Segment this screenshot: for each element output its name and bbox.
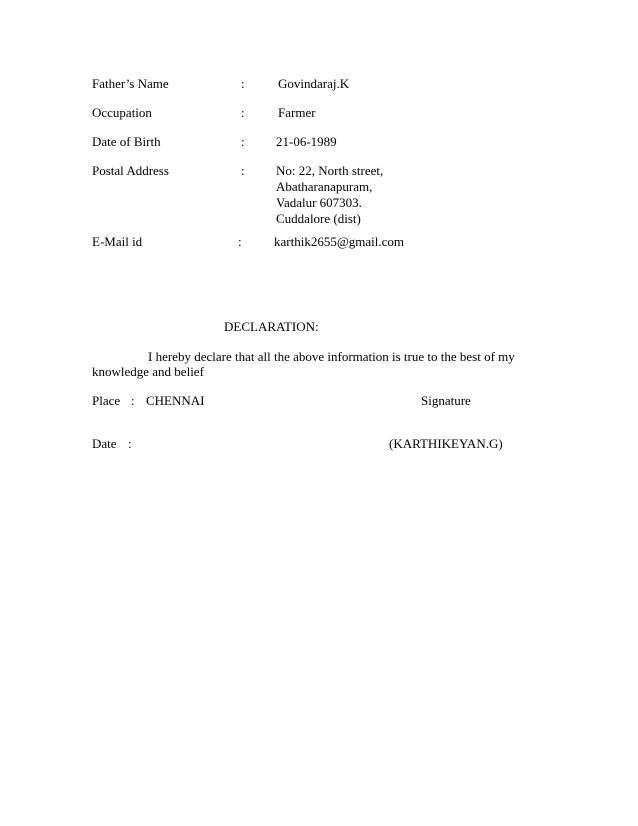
postal-address-line: No: 22, North street, <box>276 163 384 178</box>
place-label: Place <box>92 393 121 408</box>
signatory-name: (KARTHIKEYAN.G) <box>389 436 503 451</box>
postal-address-line: Cuddalore (dist) <box>276 211 361 226</box>
declaration-heading: DECLARATION: <box>224 319 319 334</box>
date-separator: : <box>128 436 132 451</box>
postal-address-separator: : <box>241 163 245 178</box>
email-separator: : <box>238 234 242 249</box>
postal-address-line: Vadalur 607303. <box>276 195 362 210</box>
place-value: CHENNAI <box>146 393 205 408</box>
dob-label: Date of Birth <box>92 134 161 149</box>
fathers-name-separator: : <box>241 76 245 91</box>
postal-address-value <box>276 163 383 227</box>
fathers-name-value: Govindaraj.K <box>278 76 350 91</box>
occupation-label: Occupation <box>92 105 152 120</box>
occupation-value: Farmer <box>278 105 316 120</box>
signature-label: Signature <box>421 393 471 408</box>
email-value: karthik2655@gmail.com <box>274 234 405 249</box>
declaration-text-line1: I hereby declare that all the above information is true to the best of my <box>148 349 515 364</box>
dob-separator: : <box>241 134 245 149</box>
place-separator: : <box>131 393 135 408</box>
declaration-text-line2: knowledge and belief <box>92 364 204 379</box>
postal-address-label: Postal Address <box>92 163 169 178</box>
dob-value: 21-06-1989 <box>276 134 337 149</box>
fathers-name-label: Father’s Name <box>92 76 169 91</box>
occupation-separator: : <box>241 105 245 120</box>
email-label: E-Mail id <box>92 234 143 249</box>
date-label: Date <box>92 436 117 451</box>
postal-address-line: Abatharanapuram, <box>276 179 373 194</box>
